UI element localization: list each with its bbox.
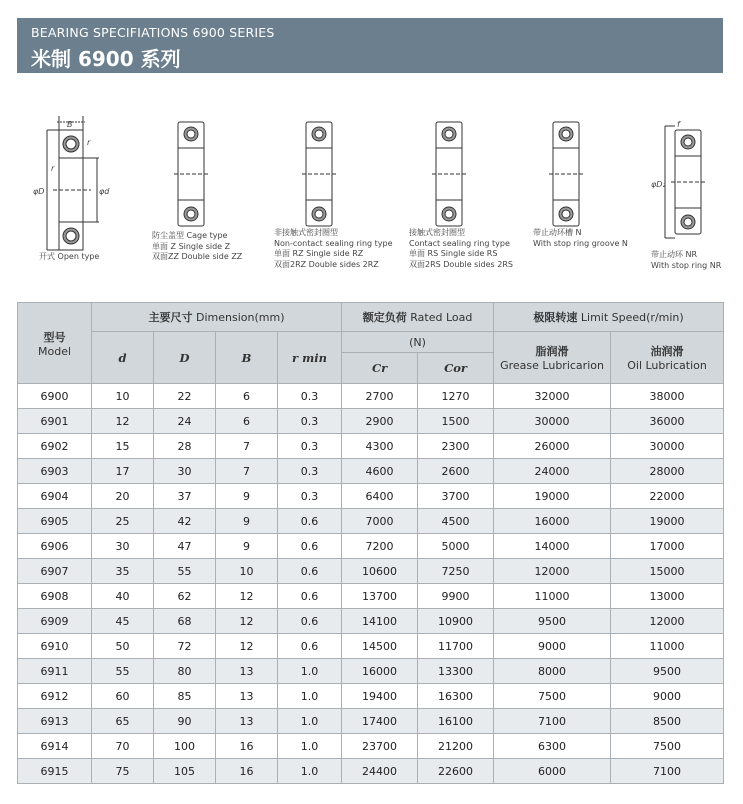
cell-grease-speed: 8000 (494, 659, 611, 684)
cell-r-min: 0.3 (278, 434, 342, 459)
cell-cr: 2700 (342, 384, 418, 409)
cell-outer-d: 90 (154, 709, 216, 734)
cell-cor: 16100 (418, 709, 494, 734)
cage-type-diagram (172, 120, 212, 228)
table-row (18, 534, 724, 559)
cell-r-min: 0.6 (278, 534, 342, 559)
cell-model: 6901 (18, 409, 92, 434)
cell-outer-d: 24 (154, 409, 216, 434)
cell-cr: 23700 (342, 734, 418, 759)
cell-cr: 13700 (342, 584, 418, 609)
stop-ring-groove-drawing (547, 120, 587, 228)
cell-model: 6915 (18, 759, 92, 784)
cell-r-min: 0.6 (278, 559, 342, 584)
cell-oil-speed: 7500 (611, 734, 724, 759)
col-b-header: B (216, 332, 278, 384)
cell-model: 6903 (18, 459, 92, 484)
cell-model: 6902 (18, 434, 92, 459)
cell-grease-speed: 19000 (494, 484, 611, 509)
cell-oil-speed: 38000 (611, 384, 724, 409)
banner-title: 米制 6900 系列 (31, 47, 181, 71)
cell-r-min: 0.6 (278, 634, 342, 659)
cell-oil-speed: 19000 (611, 509, 724, 534)
limit-speed-header: 极限转速 Limit Speed(r/min) (494, 303, 724, 332)
bearing-type-diagrams (17, 100, 723, 290)
cell-cor: 21200 (418, 734, 494, 759)
col-d-header: d (92, 332, 154, 384)
cell-oil-speed: 11000 (611, 634, 724, 659)
cell-bore-d: 75 (92, 759, 154, 784)
stop-ring-groove-diagram (547, 120, 587, 228)
cell-model: 6911 (18, 659, 92, 684)
cell-width-b: 6 (216, 409, 278, 434)
cell-outer-d: 37 (154, 484, 216, 509)
radius-label-top: r (87, 138, 91, 147)
cell-grease-speed: 32000 (494, 384, 611, 409)
cell-model: 6914 (18, 734, 92, 759)
cell-bore-d: 60 (92, 684, 154, 709)
cell-cr: 16000 (342, 659, 418, 684)
cell-cor: 1270 (418, 384, 494, 409)
cell-grease-speed: 11000 (494, 584, 611, 609)
cell-width-b: 13 (216, 659, 278, 684)
cell-oil-speed: 36000 (611, 409, 724, 434)
cell-model: 6908 (18, 584, 92, 609)
cell-model: 6905 (18, 509, 92, 534)
cell-cor: 3700 (418, 484, 494, 509)
width-b-label: B (67, 120, 73, 129)
contact-seal-drawing (430, 120, 470, 228)
cell-cr: 6400 (342, 484, 418, 509)
cell-bore-d: 40 (92, 584, 154, 609)
table-row (18, 459, 724, 484)
cell-cor: 5000 (418, 534, 494, 559)
cell-outer-d: 22 (154, 384, 216, 409)
open-type-diagram (17, 100, 127, 265)
cell-bore-d: 55 (92, 659, 154, 684)
stop-ring-groove-caption: 带止动环槽 N With stop ring groove N (533, 228, 628, 248)
cell-r-min: 0.6 (278, 609, 342, 634)
cell-outer-d: 30 (154, 459, 216, 484)
cell-grease-speed: 9000 (494, 634, 611, 659)
cell-outer-d: 62 (154, 584, 216, 609)
cell-cor: 9900 (418, 584, 494, 609)
cell-cor: 16300 (418, 684, 494, 709)
cell-model: 6913 (18, 709, 92, 734)
stop-ring-drawing (657, 120, 717, 244)
cell-width-b: 9 (216, 534, 278, 559)
open-type-caption: 开式 Open type (39, 252, 100, 261)
radius-label-side: r (51, 164, 55, 173)
cell-cor: 11700 (418, 634, 494, 659)
non-contact-seal-diagram (300, 120, 340, 228)
cell-cr: 14100 (342, 609, 418, 634)
cell-r-min: 0.6 (278, 584, 342, 609)
cell-grease-speed: 30000 (494, 409, 611, 434)
cell-model: 6904 (18, 484, 92, 509)
cell-outer-d: 100 (154, 734, 216, 759)
cell-bore-d: 45 (92, 609, 154, 634)
cage-type-caption: 防尘盖型 Cage type 单面 Z Single side Z 双面ZZ Double side ZZ (152, 231, 243, 261)
cell-model: 6906 (18, 534, 92, 559)
title-banner (17, 18, 723, 73)
cell-width-b: 9 (216, 509, 278, 534)
cell-bore-d: 15 (92, 434, 154, 459)
contact-seal-caption: 接触式密封圈型 Contact sealing ring type 单面 RS Single side RS 双面2RS Double sides 2RS (409, 228, 513, 269)
cell-oil-speed: 17000 (611, 534, 724, 559)
cell-grease-speed: 24000 (494, 459, 611, 484)
bore-diameter-label: φd (99, 187, 110, 196)
cell-width-b: 13 (216, 684, 278, 709)
spec-table-body (18, 384, 724, 784)
cell-grease-speed: 26000 (494, 434, 611, 459)
cell-bore-d: 12 (92, 409, 154, 434)
cell-grease-speed: 12000 (494, 559, 611, 584)
cell-oil-speed: 9500 (611, 659, 724, 684)
cell-cr: 4300 (342, 434, 418, 459)
non-contact-seal-caption: 非接触式密封圈型 Non-contact sealing ring type 单面 RZ Single side RZ 双面2RZ Double sides 2RZ (274, 228, 393, 269)
cell-outer-d: 68 (154, 609, 216, 634)
cell-width-b: 10 (216, 559, 278, 584)
cell-r-min: 0.3 (278, 459, 342, 484)
cell-outer-d: 55 (154, 559, 216, 584)
cell-oil-speed: 9000 (611, 684, 724, 709)
cell-cor: 7250 (418, 559, 494, 584)
cell-bore-d: 10 (92, 384, 154, 409)
col-r-min-header: r min (278, 332, 342, 384)
cell-outer-d: 85 (154, 684, 216, 709)
cell-r-min: 1.0 (278, 659, 342, 684)
table-row (18, 709, 724, 734)
cell-outer-d: 105 (154, 759, 216, 784)
cell-bore-d: 50 (92, 634, 154, 659)
cell-cr: 4600 (342, 459, 418, 484)
cell-cr: 17400 (342, 709, 418, 734)
cell-cr: 19400 (342, 684, 418, 709)
cell-grease-speed: 14000 (494, 534, 611, 559)
cell-model: 6900 (18, 384, 92, 409)
cell-cr: 7200 (342, 534, 418, 559)
stop-ring-caption: 带止动环 NR With stop ring NR (651, 250, 722, 270)
cell-width-b: 12 (216, 584, 278, 609)
cage-type-drawing (172, 120, 212, 228)
cell-width-b: 7 (216, 434, 278, 459)
rated-load-header: 额定负荷 Rated Load (342, 303, 494, 332)
cell-cor: 4500 (418, 509, 494, 534)
cell-width-b: 13 (216, 709, 278, 734)
grease-header: 脂润滑 Grease Lubricarion (494, 332, 611, 384)
cell-grease-speed: 7100 (494, 709, 611, 734)
cell-cor: 10900 (418, 609, 494, 634)
table-row (18, 659, 724, 684)
table-row (18, 434, 724, 459)
cell-width-b: 7 (216, 459, 278, 484)
cell-cor: 2600 (418, 459, 494, 484)
cell-cr: 2900 (342, 409, 418, 434)
cell-cor: 2300 (418, 434, 494, 459)
col-cr-header: Cr (342, 353, 418, 384)
cell-r-min: 0.3 (278, 384, 342, 409)
cell-width-b: 16 (216, 734, 278, 759)
cell-bore-d: 17 (92, 459, 154, 484)
table-row (18, 759, 724, 784)
cell-r-min: 0.3 (278, 409, 342, 434)
col-cor-header: Cor (418, 353, 494, 384)
cell-outer-d: 72 (154, 634, 216, 659)
oil-header: 油润滑 Oil Lubrication (611, 332, 724, 384)
cell-oil-speed: 15000 (611, 559, 724, 584)
cell-width-b: 12 (216, 634, 278, 659)
cell-oil-speed: 30000 (611, 434, 724, 459)
cell-grease-speed: 16000 (494, 509, 611, 534)
cell-width-b: 12 (216, 609, 278, 634)
cell-width-b: 9 (216, 484, 278, 509)
cell-oil-speed: 8500 (611, 709, 724, 734)
cell-model: 6912 (18, 684, 92, 709)
table-row (18, 584, 724, 609)
cell-cr: 10600 (342, 559, 418, 584)
cell-cor: 1500 (418, 409, 494, 434)
cell-outer-d: 28 (154, 434, 216, 459)
cell-cr: 7000 (342, 509, 418, 534)
cell-width-b: 6 (216, 384, 278, 409)
table-row (18, 734, 724, 759)
cell-r-min: 0.6 (278, 509, 342, 534)
col-outer-d-header: D (154, 332, 216, 384)
cell-r-min: 1.0 (278, 709, 342, 734)
table-row (18, 609, 724, 634)
table-row (18, 634, 724, 659)
ring-width-label: f (677, 120, 680, 129)
cell-grease-speed: 9500 (494, 609, 611, 634)
cell-oil-speed: 28000 (611, 459, 724, 484)
cell-outer-d: 80 (154, 659, 216, 684)
table-row (18, 409, 724, 434)
cell-grease-speed: 7500 (494, 684, 611, 709)
stop-ring-diagram (651, 120, 717, 244)
cell-outer-d: 42 (154, 509, 216, 534)
cell-bore-d: 25 (92, 509, 154, 534)
cell-r-min: 0.3 (278, 484, 342, 509)
cell-bore-d: 20 (92, 484, 154, 509)
cell-oil-speed: 13000 (611, 584, 724, 609)
ring-diameter-label: φD₂ (651, 180, 666, 189)
cell-cor: 22600 (418, 759, 494, 784)
cell-oil-speed: 7100 (611, 759, 724, 784)
table-row (18, 484, 724, 509)
cell-r-min: 1.0 (278, 759, 342, 784)
cell-bore-d: 65 (92, 709, 154, 734)
load-unit-header: (N) (342, 332, 494, 353)
table-row (18, 684, 724, 709)
non-contact-seal-drawing (300, 120, 340, 228)
dimension-header: 主要尺寸 Dimension(mm) (92, 303, 342, 332)
cell-cor: 13300 (418, 659, 494, 684)
cell-bore-d: 30 (92, 534, 154, 559)
cell-width-b: 16 (216, 759, 278, 784)
cell-oil-speed: 12000 (611, 609, 724, 634)
cell-oil-speed: 22000 (611, 484, 724, 509)
cell-model: 6907 (18, 559, 92, 584)
cell-r-min: 1.0 (278, 734, 342, 759)
banner-subtitle: BEARING SPECIFIATIONS 6900 SERIES (31, 25, 275, 40)
outer-diameter-label: φD (33, 187, 45, 196)
cell-grease-speed: 6300 (494, 734, 611, 759)
cell-outer-d: 47 (154, 534, 216, 559)
cell-bore-d: 70 (92, 734, 154, 759)
table-row (18, 559, 724, 584)
table-row (18, 384, 724, 409)
cell-r-min: 1.0 (278, 684, 342, 709)
cell-cr: 14500 (342, 634, 418, 659)
model-header: 型号 Model (18, 303, 92, 384)
contact-seal-diagram (430, 120, 470, 228)
table-row (18, 509, 724, 534)
cell-model: 6910 (18, 634, 92, 659)
cell-grease-speed: 6000 (494, 759, 611, 784)
cell-bore-d: 35 (92, 559, 154, 584)
specification-table (17, 302, 724, 784)
cell-model: 6909 (18, 609, 92, 634)
cell-cr: 24400 (342, 759, 418, 784)
